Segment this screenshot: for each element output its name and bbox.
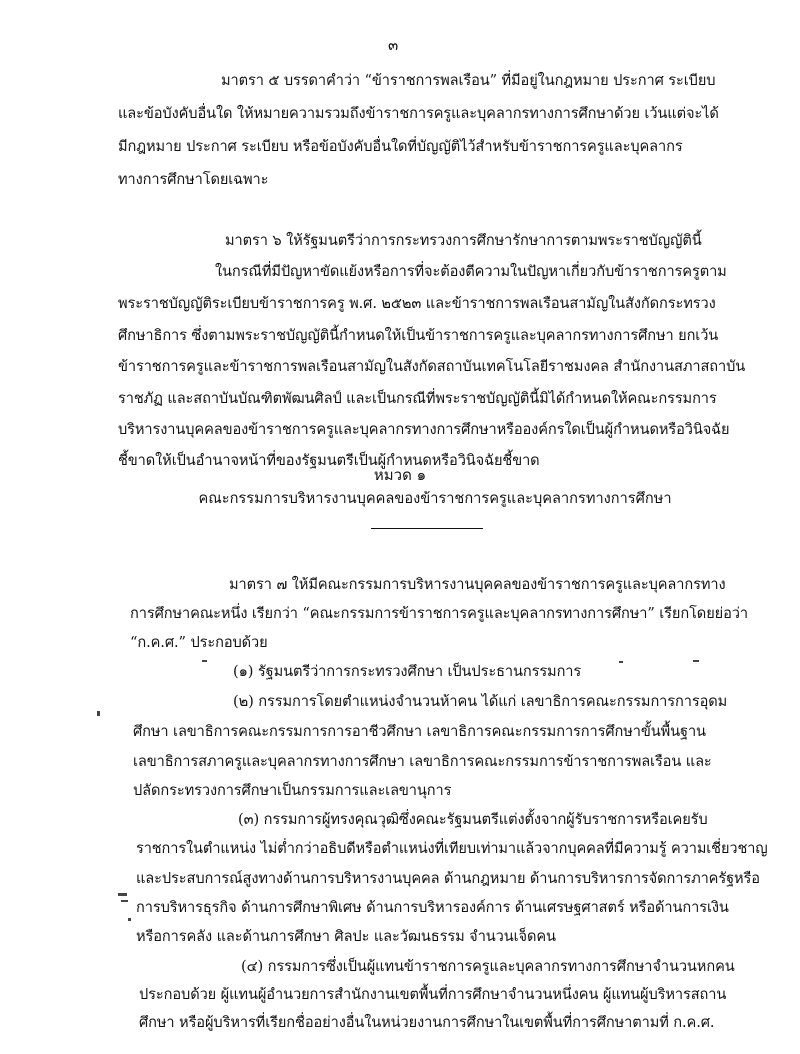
section-7-line: ศึกษา เลขาธิการคณะกรรมการการอาชีวศึกษา เลขาธิการคณะกรรมการการศึกษาขั้นพื้นฐาน	[133, 723, 706, 740]
section-7-line: ประกอบด้วย ผู้แทนผู้อำนวยการสำนักงานเขตพื้นที่การศึกษาจำนวนหนึ่งคน ผู้แทนผู้บริหารสถาน	[139, 986, 727, 1003]
section-5-line: มาตรา ๕ บรรดาคำว่า “ข้าราชการพลเรือน” ที่มีอยู่ในกฎหมาย ประกาศ ระเบียบ	[221, 72, 716, 89]
chapter-subtitle: คณะกรรมการบริหารงานบุคคลของข้าราชการครูและบุคลากรทางการศึกษา	[198, 490, 672, 507]
section-6-line: ราชภัฏ และสถาบันบัณฑิตพัฒนศิลป์ และเป็นกรณีที่พระราชบัญญัตินี้มิได้กำหนดให้คณะกรรมการ	[118, 390, 717, 407]
section-7-line: ราชการในตำแหน่ง ไม่ต่ำกว่าอธิบดีหรือตำแหน่งที่เทียบเท่ามาแล้วจากบุคคลที่มีความรู้ ความเชี่ยวชาญ	[136, 840, 768, 857]
section-6-line: ข้าราชการครูและข้าราชการพลเรือนสามัญในสังกัดสถาบันเทคโนโลยีราชมงคล สำนักงานสภาสถาบัน	[118, 358, 746, 375]
section-6-line: ในกรณีที่มีปัญหาขัดแย้งหรือการที่จะต้องตีความในปัญหาเกี่ยวกับข้าราชการครูตาม	[215, 263, 727, 280]
page-number: ๓	[388, 36, 399, 54]
section-7-line: (๑) รัฐมนตรีว่าการกระทรวงศึกษา เป็นประธานกรรมการ	[233, 663, 582, 680]
section-6-line: บริหารงานบุคคลของข้าราชการครูและบุคลากรทางการศึกษาหรือองค์กรใดเป็นผู้กำหนดหรือวินิจฉัย	[118, 421, 730, 438]
section-7-line: หรือการคลัง และด้านการศึกษา ศิลปะ และวัฒนธรรม จำนวนเจ็ดคน	[136, 928, 556, 945]
scan-speck	[693, 660, 699, 662]
section-7-line: การศึกษาคณะหนึ่ง เรียกว่า “คณะกรรมการข้าราชการครูและบุคลากรทางการศึกษา” เรียกโดยย่อว่า	[130, 605, 748, 622]
section-5-line: มีกฎหมาย ประกาศ ระเบียบ หรือข้อบังคับอื่นใดที่บัญญัติไว้สำหรับข้าราชการครูและบุคลากร	[118, 138, 683, 155]
section-7-line: และประสบการณ์สูงทางด้านการบริหารงานบุคคล ด้านกฎหมาย ด้านการบริหารการจัดการภาครัฐหรือ	[136, 870, 760, 887]
section-6-line: พระราชบัญญัติระเบียบข้าราชการครู พ.ศ. ๒๕๒๓ และข้าราชการพลเรือนสามัญในสังกัดกระทรวง	[118, 295, 716, 312]
section-6-line: ชี้ขาดให้เป็นอำนาจหน้าที่ของรัฐมนตรีเป็นผู้กำหนดหรือวินิจฉัยชี้ขาด	[118, 452, 540, 469]
section-7-line: (๓) กรรมการผู้ทรงคุณวุฒิซึ่งคณะรัฐมนตรีแต่งตั้งจากผู้รับราชการหรือเคยรับ	[238, 811, 708, 828]
section-7-line: “ก.ค.ศ.” ประกอบด้วย	[130, 634, 268, 651]
section-7-line: (๔) กรรมการซึ่งเป็นผู้แทนข้าราชการครูและบุคลากรทางการศึกษาจำนวนหกคน	[241, 958, 735, 975]
section-5-line: และข้อบังคับอื่นใด ให้หมายความรวมถึงข้าราชการครูและบุคลากรทางการศึกษาด้วย เว้นแต่จะได้	[118, 105, 719, 122]
section-7-line: มาตรา ๗ ให้มีคณะกรรมการบริหารงานบุคคลของข้าราชการครูและบุคลากรทาง	[229, 576, 726, 593]
section-7-line: ศึกษา หรือผู้บริหารที่เรียกชื่ออย่างอื่นในหน่วยงานการศึกษาในเขตพื้นที่การศึกษาตามที่ ก.ค.ศ.	[139, 1014, 715, 1031]
scan-speck	[619, 661, 623, 663]
scan-speck	[121, 900, 128, 902]
section-6-line: มาตรา ๖ ให้รัฐมนตรีว่าการกระทรวงการศึกษารักษาการตามพระราชบัญญัตินี้	[225, 232, 702, 249]
scan-speck	[128, 918, 131, 921]
chapter-title: หมวด ๑	[373, 466, 427, 484]
section-7-line: การบริหารธุรกิจ ด้านการศึกษาพิเศษ ด้านการบริหารองค์การ ด้านเศรษฐศาสตร์ หรือด้านการเงิน	[136, 899, 729, 916]
scan-speck	[202, 660, 207, 662]
section-7-line: (๒) กรรมการโดยตำแหน่งจำนวนห้าคน ได้แก่ เลขาธิการคณะกรรมการการอุดม	[233, 693, 728, 710]
section-7-line: เลขาธิการสภาครูและบุคลากรทางการศึกษา เลขาธิการคณะกรรมการข้าราชการพลเรือน และ	[133, 753, 712, 770]
section-5-line: ทางการศึกษาโดยเฉพาะ	[118, 171, 269, 188]
section-7-line: ปลัดกระทรวงการศึกษาเป็นกรรมการและเลขานุการ	[133, 782, 452, 799]
section-6-line: ศึกษาธิการ ซึ่งตามพระราชบัญญัตินี้กำหนดให้เป็นข้าราชการครูและบุคลากรทางการศึกษา ยกเว้น	[118, 327, 719, 344]
scan-speck	[97, 711, 100, 716]
chapter-divider	[371, 528, 483, 529]
scan-speck	[118, 893, 127, 896]
